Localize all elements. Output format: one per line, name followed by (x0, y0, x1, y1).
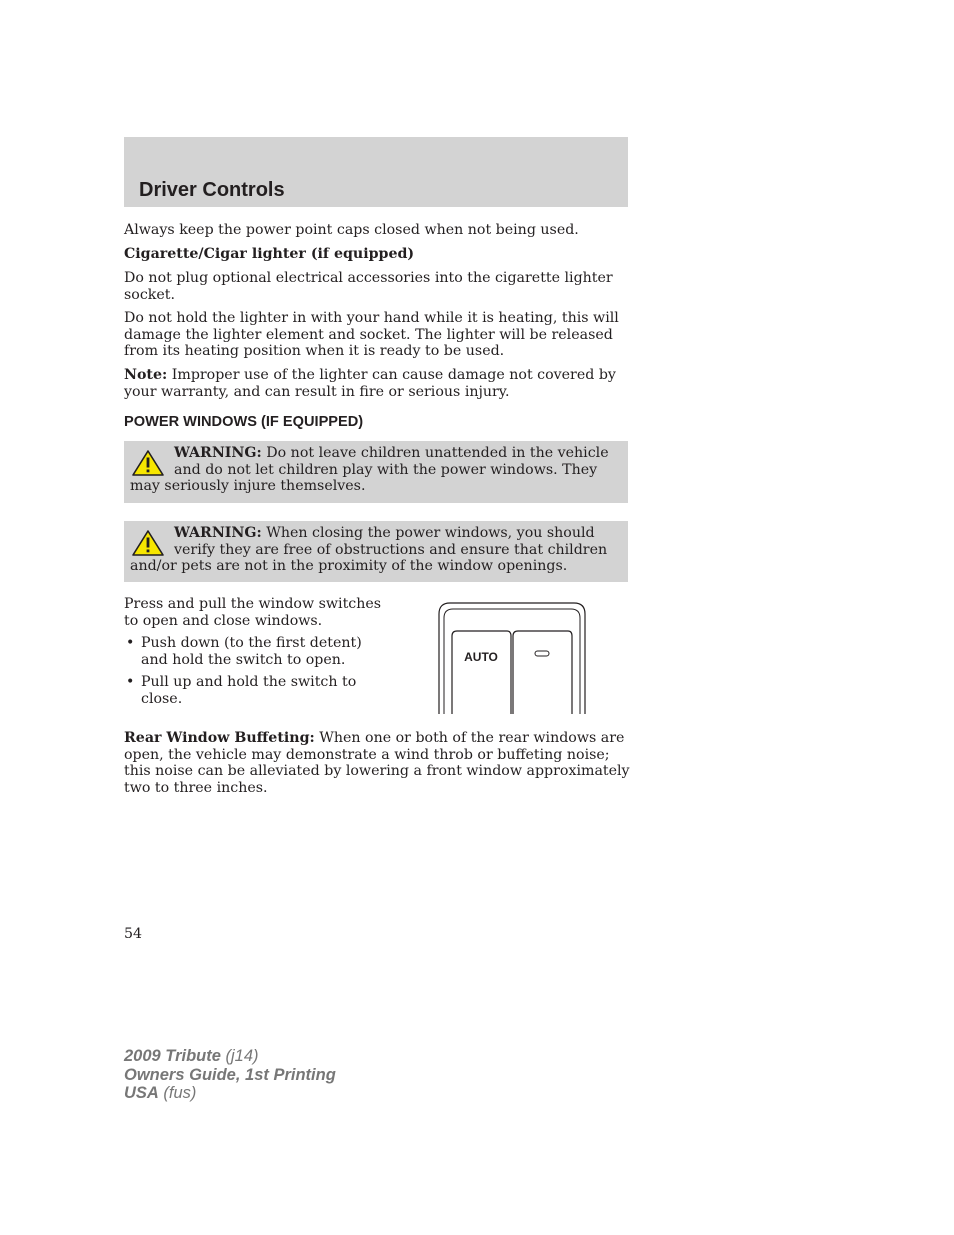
warning-label: WARNING: (174, 445, 262, 461)
lighter-subheading: Cigarette/Cigar lighter (if equipped) (124, 246, 415, 262)
footer-market-code: (fus) (158, 1084, 197, 1102)
power-point-paragraph: Always keep the power point caps closed when not being used. (124, 222, 579, 238)
warning-box-obstructions (124, 521, 628, 582)
footer-line (124, 1066, 336, 1085)
footer-line (124, 1047, 336, 1066)
buffeting-label: Rear Window Buffeting: (124, 730, 315, 746)
document-footer (124, 1047, 336, 1103)
page-number: 54 (124, 926, 143, 942)
lighter-paragraph-1: Do not plug optional electrical accessories into the cigarette lighter socket. (124, 270, 613, 303)
footer-model-code: (j14) (220, 1047, 259, 1065)
section-header-band (124, 137, 628, 207)
warning-triangle-icon (131, 529, 165, 557)
lighter-note (124, 367, 630, 400)
warning-text: Do not leave children unattended in the vehicle and do not let children play with the power windows. They may seriously injure themselves. (130, 445, 609, 495)
warning-box-children (124, 441, 628, 503)
window-switch-instructions (124, 596, 384, 714)
warning-label: WARNING: (174, 525, 262, 541)
footer-guide: Owners Guide, 1st Printing (124, 1065, 336, 1084)
auto-switch-label: AUTO (464, 650, 498, 664)
power-windows-heading: POWER WINDOWS (IF EQUIPPED) (124, 414, 364, 430)
buffeting-paragraph (124, 730, 630, 796)
note-text: Improper use of the lighter can cause damage not covered by your warranty, and can result in fire or serious injury. (124, 367, 616, 400)
warning-triangle-icon (131, 449, 165, 477)
footer-line (124, 1084, 336, 1103)
list-item (124, 635, 384, 668)
warning-text: When closing the power windows, you should verify they are free of obstructions and ensure that children and/or pets are not in the proximity of the window openings. (130, 525, 608, 575)
bullet-marker: • (126, 635, 135, 652)
window-intro: Press and pull the window switches to open and close windows. (124, 596, 382, 629)
lighter-paragraph-2: Do not hold the lighter in with your hand while it is heating, this will damage the lighter element and socket. The lighter will be released from its heating position when it is ready to be used. (124, 310, 619, 360)
page-title: Driver Controls (139, 179, 285, 201)
footer-model: 2009 Tribute (124, 1047, 221, 1065)
bullet-text: Pull up and hold the switch to close. (141, 674, 357, 707)
bullet-text: Push down (to the first detent) and hold the switch to open. (141, 635, 362, 668)
list-item (124, 674, 384, 707)
bullet-marker: • (126, 674, 135, 691)
footer-market: USA (124, 1084, 159, 1102)
buffeting-text: When one or both of the rear windows are open, the vehicle may demonstrate a wind throb or buffeting noise; this noise can be alleviated by lowering a front window approximately two to three inches. (124, 730, 630, 796)
window-switch-illustration (437, 602, 587, 714)
note-label: Note: (124, 367, 168, 383)
